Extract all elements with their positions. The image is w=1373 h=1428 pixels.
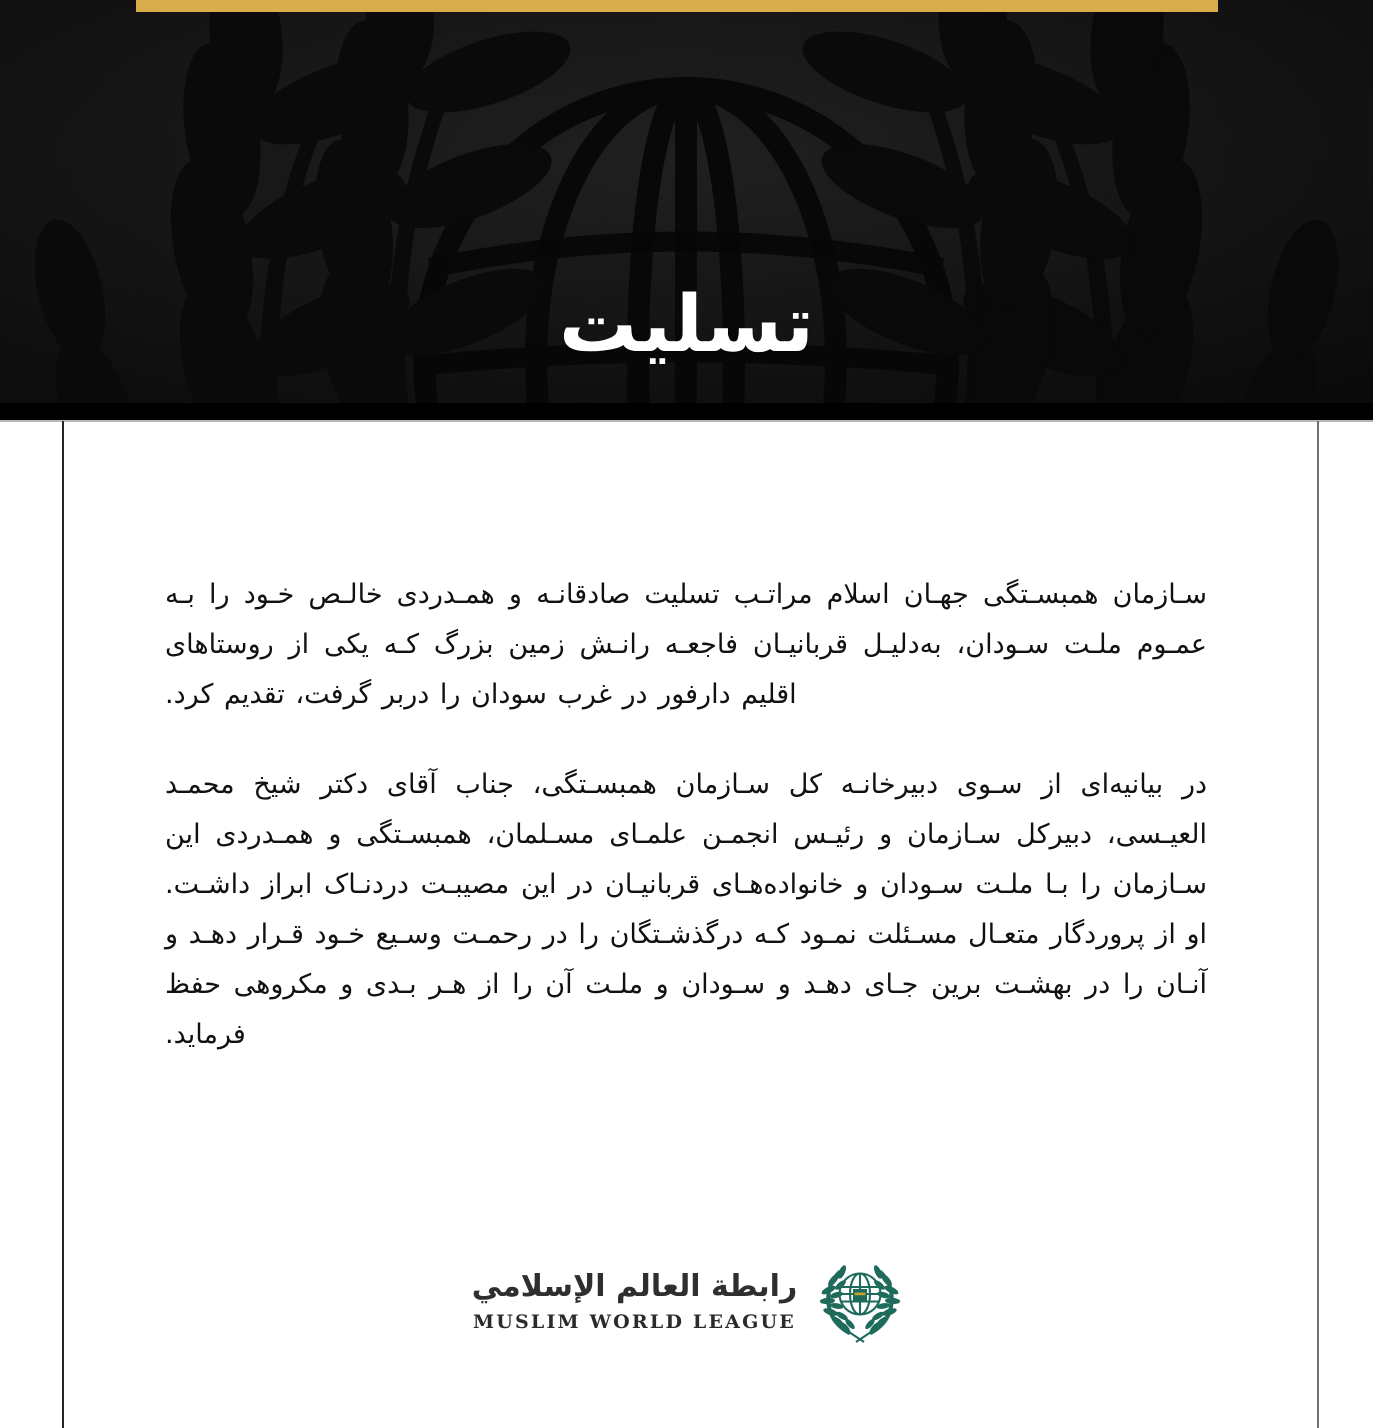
paragraph-1: سـازمان همبسـتگی جهـان اسلام مراتـب تسلیت صادقانـه و همـدردی خالـص خـود را بـه عمـوم ملـت سـودان، به‌دلیـل قربانیـان فاجعـه رانـش زمین بزرگ کـه یکی از روستاهای اقلیم دارفور در غرب سودان را دربر گرفت، تقدیم کرد.	[165, 579, 1207, 710]
muslim-world-league-emblem-icon	[819, 1258, 901, 1344]
document-body	[0, 420, 1373, 1428]
organization-logo	[0, 1258, 1373, 1344]
logo-arabic-name: رابطة العالم الإسلامي	[471, 1269, 798, 1304]
paragraph-2: در بیانیه‌ای از سـوی دبیرخانـه کل سـازمان همبسـتگی، جناب آقای دکتر شیخ محمـد العیـسی، دبیرکل سـازمان و رئیـس انجمـن علمـای مسـلمان، همبسـتگی و همـدردی این سـازمان را بـا ملـت سـودان و خانواده‌هـای قربانیـان در این مصیبـت دردنـاک ابراز داشـت. او از پروردگار متعـال مسـئلت نمـود کـه درگذشـتگان را در رحمـت وسـیع خـود قـرار دهـد و آنـان را در بهشـت برین جـای دهـد و سـودان و ملـت آن را از هـر بـدی و مکروهی حفظ فرماید.	[165, 768, 1207, 1050]
header-bottom-strip	[0, 403, 1373, 420]
gold-accent-bar	[136, 0, 1218, 12]
logo-latin-name: MUSLIM WORLD LEAGUE	[472, 1311, 796, 1333]
document-header	[0, 0, 1373, 420]
article-content	[165, 570, 1207, 1059]
page-title: تسلیت	[559, 280, 814, 370]
header-body-divider	[0, 420, 1373, 422]
logo-wordmark	[472, 1269, 798, 1333]
